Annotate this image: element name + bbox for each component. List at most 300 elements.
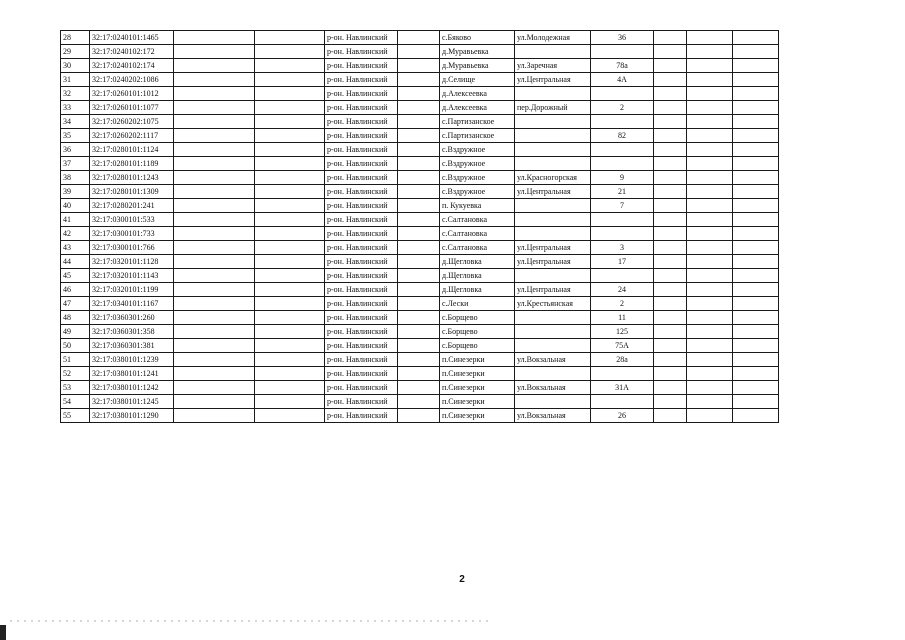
cell-street — [515, 129, 591, 143]
cell-blank6 — [733, 199, 779, 213]
cell-settlement: с.Партизанское — [440, 115, 515, 129]
cell-blank4 — [654, 73, 687, 87]
cell-settlement: п.Синезерки — [440, 353, 515, 367]
cell-cadastral: 32:17:0280101:1309 — [90, 185, 174, 199]
cell-blank2 — [255, 31, 325, 45]
cell-settlement: д.Щегловка — [440, 269, 515, 283]
cell-street: ул.Вокзальная — [515, 381, 591, 395]
cell-blank1 — [174, 339, 255, 353]
cell-blank1 — [174, 73, 255, 87]
cell-blank5 — [687, 45, 733, 59]
cell-num: 32 — [61, 87, 90, 101]
cell-street — [515, 199, 591, 213]
cell-blank3 — [398, 185, 440, 199]
cell-cadastral: 32:17:0260101:1077 — [90, 101, 174, 115]
cell-house — [591, 269, 654, 283]
cell-house: 31А — [591, 381, 654, 395]
cell-num: 42 — [61, 227, 90, 241]
cell-blank3 — [398, 381, 440, 395]
cell-street — [515, 227, 591, 241]
cell-blank6 — [733, 367, 779, 381]
cell-street: ул.Центральная — [515, 241, 591, 255]
cell-num: 38 — [61, 171, 90, 185]
cell-street: ул.Крестьянская — [515, 297, 591, 311]
cell-blank6 — [733, 283, 779, 297]
cell-blank1 — [174, 325, 255, 339]
cell-blank2 — [255, 227, 325, 241]
cell-blank6 — [733, 87, 779, 101]
cell-cadastral: 32:17:0360301:381 — [90, 339, 174, 353]
cell-num: 37 — [61, 157, 90, 171]
cell-blank5 — [687, 143, 733, 157]
cell-cadastral: 32:17:0280201:241 — [90, 199, 174, 213]
cell-settlement: д.Муравьевка — [440, 45, 515, 59]
cell-blank1 — [174, 297, 255, 311]
cell-blank4 — [654, 381, 687, 395]
cell-district: р-он. Навлинский — [325, 115, 398, 129]
cell-blank3 — [398, 297, 440, 311]
cell-street — [515, 367, 591, 381]
cell-blank6 — [733, 311, 779, 325]
cell-house: 26 — [591, 409, 654, 423]
cell-street: ул.Молодежная — [515, 31, 591, 45]
cell-blank1 — [174, 45, 255, 59]
cell-blank5 — [687, 73, 733, 87]
cell-cadastral: 32:17:0300101:733 — [90, 227, 174, 241]
cell-blank5 — [687, 59, 733, 73]
cell-blank2 — [255, 171, 325, 185]
cell-blank2 — [255, 241, 325, 255]
cell-blank4 — [654, 45, 687, 59]
cell-blank5 — [687, 255, 733, 269]
cell-num: 41 — [61, 213, 90, 227]
cell-district: р-он. Навлинский — [325, 339, 398, 353]
cell-blank1 — [174, 101, 255, 115]
cell-blank1 — [174, 311, 255, 325]
cell-num: 40 — [61, 199, 90, 213]
cell-district: р-он. Навлинский — [325, 269, 398, 283]
cell-blank5 — [687, 185, 733, 199]
table-row — [61, 101, 779, 115]
cell-blank3 — [398, 269, 440, 283]
cell-house: 82 — [591, 129, 654, 143]
cell-blank5 — [687, 381, 733, 395]
cell-house: 78а — [591, 59, 654, 73]
cell-street — [515, 395, 591, 409]
table-row — [61, 283, 779, 297]
cell-blank3 — [398, 241, 440, 255]
cell-blank2 — [255, 283, 325, 297]
cell-district: р-он. Навлинский — [325, 101, 398, 115]
cell-blank3 — [398, 227, 440, 241]
cell-blank4 — [654, 171, 687, 185]
cell-blank1 — [174, 227, 255, 241]
cell-house: 28а — [591, 353, 654, 367]
cell-blank5 — [687, 241, 733, 255]
table-row — [61, 129, 779, 143]
cell-num: 29 — [61, 45, 90, 59]
cell-blank2 — [255, 101, 325, 115]
cell-house — [591, 213, 654, 227]
cell-house: 75А — [591, 339, 654, 353]
table-row — [61, 339, 779, 353]
cell-num: 47 — [61, 297, 90, 311]
cell-blank1 — [174, 143, 255, 157]
cell-settlement: с.Бяково — [440, 31, 515, 45]
cell-settlement: д.Алексеевка — [440, 87, 515, 101]
cell-blank1 — [174, 353, 255, 367]
cell-blank2 — [255, 115, 325, 129]
cell-blank4 — [654, 227, 687, 241]
table-row — [61, 157, 779, 171]
cell-district: р-он. Навлинский — [325, 381, 398, 395]
cell-num: 30 — [61, 59, 90, 73]
cell-blank1 — [174, 213, 255, 227]
cell-blank3 — [398, 129, 440, 143]
cell-house: 36 — [591, 31, 654, 45]
cell-street — [515, 143, 591, 157]
cell-blank2 — [255, 129, 325, 143]
cell-house — [591, 367, 654, 381]
cell-blank4 — [654, 101, 687, 115]
cell-district: р-он. Навлинский — [325, 87, 398, 101]
cell-cadastral: 32:17:0240102:172 — [90, 45, 174, 59]
cell-blank6 — [733, 409, 779, 423]
cell-blank5 — [687, 325, 733, 339]
cell-street: ул.Центральная — [515, 283, 591, 297]
cell-blank3 — [398, 213, 440, 227]
cell-street: ул.Центральная — [515, 73, 591, 87]
cell-cadastral: 32:17:0380101:1245 — [90, 395, 174, 409]
cell-house — [591, 115, 654, 129]
cell-blank2 — [255, 73, 325, 87]
cell-street: ул.Центральная — [515, 255, 591, 269]
cell-blank6 — [733, 339, 779, 353]
cell-street: ул.Вокзальная — [515, 353, 591, 367]
cell-cadastral: 32:17:0320101:1143 — [90, 269, 174, 283]
cell-blank6 — [733, 297, 779, 311]
cell-district: р-он. Навлинский — [325, 255, 398, 269]
cell-blank3 — [398, 115, 440, 129]
cell-blank4 — [654, 311, 687, 325]
cell-blank6 — [733, 213, 779, 227]
cell-blank3 — [398, 87, 440, 101]
table-row — [61, 115, 779, 129]
cell-district: р-он. Навлинский — [325, 283, 398, 297]
cell-blank2 — [255, 255, 325, 269]
cell-num: 49 — [61, 325, 90, 339]
cell-blank6 — [733, 269, 779, 283]
table-row — [61, 353, 779, 367]
cell-blank6 — [733, 241, 779, 255]
cell-house — [591, 87, 654, 101]
cell-blank2 — [255, 199, 325, 213]
cell-blank4 — [654, 31, 687, 45]
cell-cadastral: 32:17:0300101:533 — [90, 213, 174, 227]
cell-street — [515, 157, 591, 171]
cell-cadastral: 32:17:0260101:1012 — [90, 87, 174, 101]
cell-settlement: с.Салтановка — [440, 241, 515, 255]
table-row — [61, 143, 779, 157]
cell-house: 3 — [591, 241, 654, 255]
cell-blank1 — [174, 157, 255, 171]
cell-settlement: с.Вздружное — [440, 157, 515, 171]
cell-blank2 — [255, 381, 325, 395]
table-row — [61, 409, 779, 423]
cell-blank5 — [687, 311, 733, 325]
cell-blank4 — [654, 255, 687, 269]
cell-blank5 — [687, 213, 733, 227]
cell-street — [515, 213, 591, 227]
cell-district: р-он. Навлинский — [325, 213, 398, 227]
cell-blank2 — [255, 185, 325, 199]
cell-blank6 — [733, 101, 779, 115]
cell-blank1 — [174, 367, 255, 381]
cell-blank3 — [398, 73, 440, 87]
cell-num: 53 — [61, 381, 90, 395]
cell-street — [515, 325, 591, 339]
cell-district: р-он. Навлинский — [325, 73, 398, 87]
cell-cadastral: 32:17:0280101:1189 — [90, 157, 174, 171]
cell-blank5 — [687, 395, 733, 409]
table-row — [61, 381, 779, 395]
cell-street — [515, 311, 591, 325]
table-row — [61, 185, 779, 199]
cell-district: р-он. Навлинский — [325, 227, 398, 241]
cell-num: 52 — [61, 367, 90, 381]
cell-blank1 — [174, 185, 255, 199]
table-row — [61, 311, 779, 325]
table-row — [61, 227, 779, 241]
table-row — [61, 87, 779, 101]
cell-settlement: д.Алексеевка — [440, 101, 515, 115]
cell-blank2 — [255, 59, 325, 73]
cell-blank5 — [687, 101, 733, 115]
cell-blank1 — [174, 59, 255, 73]
table-row — [61, 213, 779, 227]
cell-blank4 — [654, 115, 687, 129]
cell-cadastral: 32:17:0280101:1243 — [90, 171, 174, 185]
table-row — [61, 31, 779, 45]
cell-street: пер.Дорожный — [515, 101, 591, 115]
cell-house: 125 — [591, 325, 654, 339]
cell-street: ул.Красногорская — [515, 171, 591, 185]
cell-blank3 — [398, 255, 440, 269]
cell-blank6 — [733, 115, 779, 129]
cell-settlement: с.Вздружное — [440, 185, 515, 199]
cell-num: 43 — [61, 241, 90, 255]
cell-blank6 — [733, 395, 779, 409]
cell-blank6 — [733, 157, 779, 171]
cell-cadastral: 32:17:0360301:358 — [90, 325, 174, 339]
cell-blank3 — [398, 367, 440, 381]
cell-num: 55 — [61, 409, 90, 423]
cell-blank3 — [398, 101, 440, 115]
cell-district: р-он. Навлинский — [325, 353, 398, 367]
cell-blank2 — [255, 269, 325, 283]
cell-street: ул.Вокзальная — [515, 409, 591, 423]
cell-blank5 — [687, 353, 733, 367]
cell-street — [515, 45, 591, 59]
cell-settlement: д.Щегловка — [440, 255, 515, 269]
cell-blank4 — [654, 339, 687, 353]
cell-blank4 — [654, 185, 687, 199]
cell-blank5 — [687, 339, 733, 353]
cell-cadastral: 32:17:0340101:1167 — [90, 297, 174, 311]
cell-blank4 — [654, 269, 687, 283]
cell-district: р-он. Навлинский — [325, 129, 398, 143]
cell-blank1 — [174, 171, 255, 185]
cell-blank1 — [174, 395, 255, 409]
cell-blank6 — [733, 171, 779, 185]
cell-blank6 — [733, 325, 779, 339]
cell-street — [515, 269, 591, 283]
cell-blank3 — [398, 311, 440, 325]
cell-blank6 — [733, 45, 779, 59]
cell-house — [591, 157, 654, 171]
cell-house: 4А — [591, 73, 654, 87]
cell-blank3 — [398, 59, 440, 73]
cell-num: 46 — [61, 283, 90, 297]
cell-num: 54 — [61, 395, 90, 409]
cell-blank3 — [398, 199, 440, 213]
table-row — [61, 269, 779, 283]
cell-house — [591, 227, 654, 241]
cell-blank2 — [255, 339, 325, 353]
cell-blank3 — [398, 353, 440, 367]
cell-blank1 — [174, 31, 255, 45]
cell-blank6 — [733, 353, 779, 367]
cell-num: 34 — [61, 115, 90, 129]
cell-settlement: с.Партизанское — [440, 129, 515, 143]
cell-blank5 — [687, 171, 733, 185]
cell-blank3 — [398, 157, 440, 171]
cell-blank4 — [654, 353, 687, 367]
cell-blank5 — [687, 199, 733, 213]
cell-blank4 — [654, 325, 687, 339]
cell-blank4 — [654, 283, 687, 297]
cell-district: р-он. Навлинский — [325, 241, 398, 255]
cell-cadastral: 32:17:0360301:260 — [90, 311, 174, 325]
cell-settlement: д.Селище — [440, 73, 515, 87]
cell-blank1 — [174, 269, 255, 283]
cell-district: р-он. Навлинский — [325, 143, 398, 157]
cell-settlement: с.Борщево — [440, 311, 515, 325]
cell-district: р-он. Навлинский — [325, 297, 398, 311]
cell-cadastral: 32:17:0280101:1124 — [90, 143, 174, 157]
table-row — [61, 297, 779, 311]
cell-blank6 — [733, 143, 779, 157]
cell-blank5 — [687, 283, 733, 297]
cell-settlement: с.Салтановка — [440, 213, 515, 227]
cell-district: р-он. Навлинский — [325, 311, 398, 325]
cell-settlement: д.Муравьевка — [440, 59, 515, 73]
cell-blank1 — [174, 129, 255, 143]
cell-blank4 — [654, 129, 687, 143]
cell-blank4 — [654, 213, 687, 227]
cell-settlement: с.Вздружное — [440, 171, 515, 185]
cell-blank1 — [174, 283, 255, 297]
cell-blank5 — [687, 227, 733, 241]
cell-settlement: с.Лески — [440, 297, 515, 311]
cell-blank4 — [654, 409, 687, 423]
cell-district: р-он. Навлинский — [325, 395, 398, 409]
cell-blank5 — [687, 409, 733, 423]
cell-house — [591, 45, 654, 59]
cell-settlement: с.Вздружное — [440, 143, 515, 157]
cell-blank2 — [255, 409, 325, 423]
cell-blank5 — [687, 115, 733, 129]
cell-settlement: п.Синезерки — [440, 367, 515, 381]
table-row — [61, 395, 779, 409]
cell-district: р-он. Навлинский — [325, 31, 398, 45]
cell-blank4 — [654, 199, 687, 213]
cell-blank2 — [255, 157, 325, 171]
cell-blank5 — [687, 157, 733, 171]
cell-blank6 — [733, 59, 779, 73]
cell-cadastral: 32:17:0240101:1465 — [90, 31, 174, 45]
cell-num: 36 — [61, 143, 90, 157]
cell-cadastral: 32:17:0320101:1199 — [90, 283, 174, 297]
cell-num: 35 — [61, 129, 90, 143]
cell-blank4 — [654, 157, 687, 171]
cell-blank5 — [687, 129, 733, 143]
cell-blank4 — [654, 87, 687, 101]
cell-street — [515, 87, 591, 101]
cell-blank1 — [174, 241, 255, 255]
cell-house: 11 — [591, 311, 654, 325]
cell-blank3 — [398, 325, 440, 339]
cell-blank6 — [733, 185, 779, 199]
cell-settlement: п. Кукуевка — [440, 199, 515, 213]
cell-blank6 — [733, 73, 779, 87]
table-row — [61, 45, 779, 59]
table-row — [61, 367, 779, 381]
cell-blank3 — [398, 395, 440, 409]
cell-blank3 — [398, 45, 440, 59]
cadastral-table — [60, 30, 779, 423]
cell-blank1 — [174, 381, 255, 395]
cell-settlement: п.Синезерки — [440, 395, 515, 409]
cell-street: ул.Центральная — [515, 185, 591, 199]
cell-blank2 — [255, 311, 325, 325]
cell-cadastral: 32:17:0380101:1241 — [90, 367, 174, 381]
cell-blank3 — [398, 283, 440, 297]
cell-blank3 — [398, 409, 440, 423]
cell-settlement: с.Салтановка — [440, 227, 515, 241]
cell-house: 24 — [591, 283, 654, 297]
cell-house: 2 — [591, 101, 654, 115]
cell-blank4 — [654, 367, 687, 381]
cell-street: ул.Заречная — [515, 59, 591, 73]
cell-blank2 — [255, 143, 325, 157]
scan-edge-mark — [0, 625, 6, 640]
cell-blank2 — [255, 213, 325, 227]
cell-blank1 — [174, 199, 255, 213]
cell-street — [515, 339, 591, 353]
cell-house — [591, 143, 654, 157]
page-number: 2 — [459, 574, 465, 585]
cell-blank2 — [255, 297, 325, 311]
cell-settlement: д.Щегловка — [440, 283, 515, 297]
cell-district: р-он. Навлинский — [325, 185, 398, 199]
cell-cadastral: 32:17:0240102:174 — [90, 59, 174, 73]
cell-num: 28 — [61, 31, 90, 45]
cell-blank3 — [398, 171, 440, 185]
cell-district: р-он. Навлинский — [325, 157, 398, 171]
cell-cadastral: 32:17:0260202:1075 — [90, 115, 174, 129]
table-row — [61, 171, 779, 185]
